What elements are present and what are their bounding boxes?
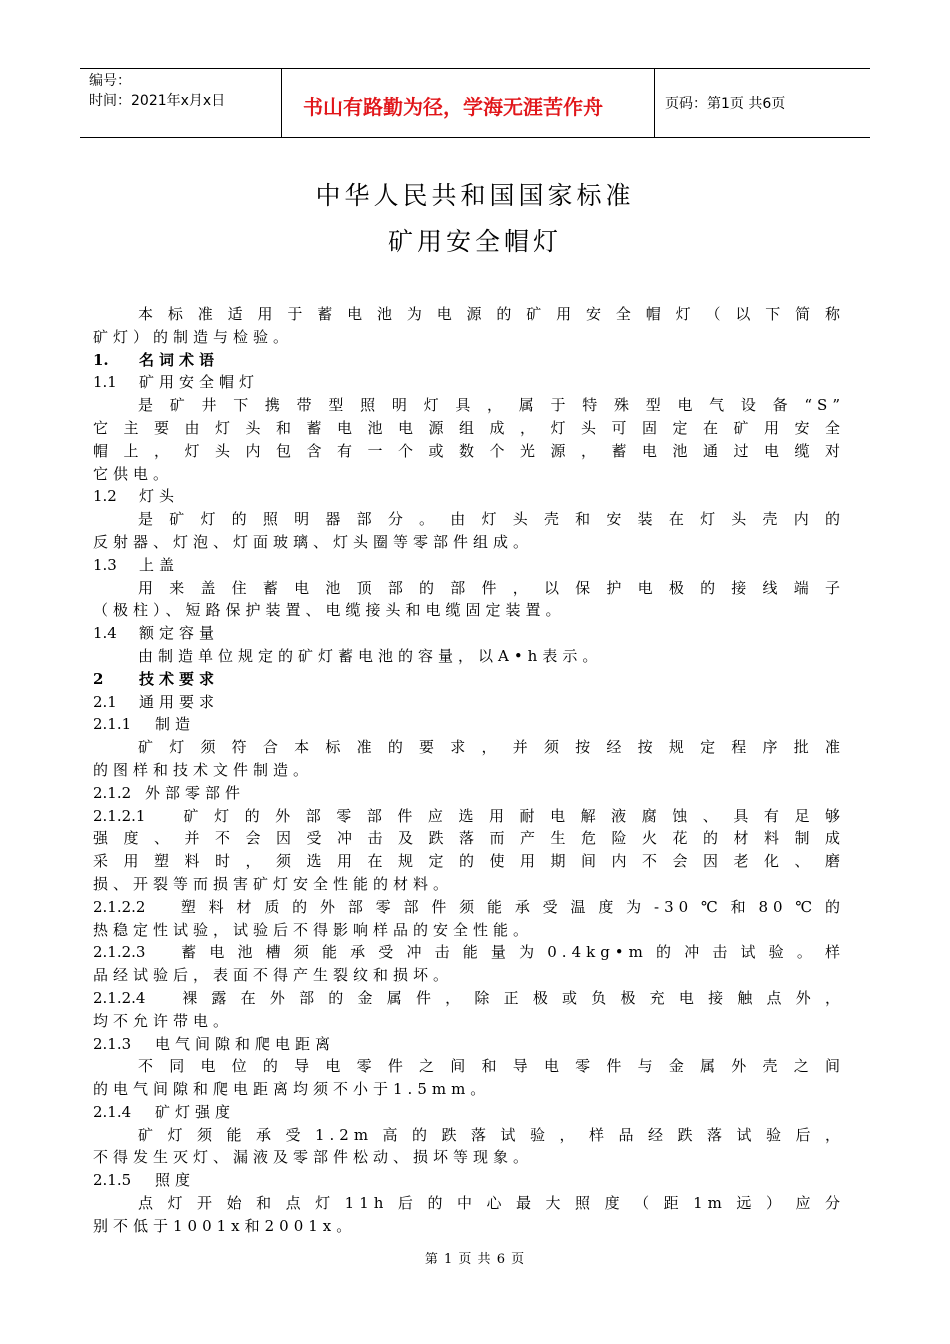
clause-text: 蓄电池槽须能承受冲击能量为0.4kg•m的冲击试验。样 xyxy=(173,943,845,962)
clause-line xyxy=(93,805,845,828)
paragraph-line: 的图样和技术文件制造。 xyxy=(93,760,314,779)
clause-line xyxy=(93,896,845,919)
paragraph-line: 本标准适用于蓄电池为电源的矿用安全帽灯（以下简称 xyxy=(138,305,845,323)
section-heading xyxy=(93,371,845,394)
clause-text: 矿灯的外部零部件应选用耐电解液腐蚀、具有足够 xyxy=(173,806,845,825)
paragraph-line: 采用塑料时，须选用在规定的使用期间内不会因老化、磨 xyxy=(93,852,845,871)
section-number: 2.1.2.3 xyxy=(93,943,146,962)
section-heading xyxy=(93,622,845,645)
section-heading xyxy=(93,782,845,805)
section-number: 2.1.4 xyxy=(93,1102,132,1121)
paragraph-line: 帽上，灯头内包含有一个或数个光源，蓄电池通过电缆对 xyxy=(93,441,845,460)
section-title: 矿灯强度 xyxy=(155,1102,236,1121)
doc-number: 编号： xyxy=(89,73,131,89)
paragraph-line: 热稳定性试验，试验后不得影响样品的安全性能。 xyxy=(93,920,534,939)
motto: 书山有路勤为径，学海无涯苦作舟 xyxy=(303,95,603,119)
section-number: 2.1.2.2 xyxy=(93,897,146,916)
paragraph-line: 品经试验后，表面不得产生裂纹和损坏。 xyxy=(93,966,454,985)
section-number: 1. xyxy=(93,350,109,369)
section-title: 电气间隙和爬电距离 xyxy=(155,1034,336,1053)
section-number: 2.1.2 xyxy=(93,783,132,802)
section-number: 2.1.1 xyxy=(93,715,132,734)
section-heading xyxy=(93,554,845,577)
paragraph-line: 它主要由灯头和蓄电池电源组成，灯头可固定在矿用安全 xyxy=(93,418,845,437)
clause-line xyxy=(93,941,845,964)
page-info: 页码：第1页 共6页 xyxy=(665,96,786,112)
section-number: 1.1 xyxy=(93,373,117,392)
section-number: 1.4 xyxy=(93,624,117,643)
paragraph-line: 点灯开始和点灯11h后的中心最大照度（距1m远）应分 xyxy=(138,1194,845,1213)
section-title: 制造 xyxy=(155,715,196,734)
paragraph-line: 是矿井下携带型照明灯具，属于特殊型电气设备“S” xyxy=(138,396,845,415)
paragraph-line: 矿灯须符合本标准的要求，并须按经按规定程序批准 xyxy=(138,738,845,757)
paragraph-line: 不同电位的导电零件之间和导电零件与金属外壳之间 xyxy=(138,1057,845,1076)
section-number: 2.1.3 xyxy=(93,1034,132,1053)
document-body xyxy=(93,303,845,1238)
section-heading xyxy=(93,1169,845,1192)
paragraph-line: 由制造单位规定的矿灯蓄电池的容量，以A•h表示。 xyxy=(138,646,603,665)
paragraph-line: 用来盖住蓄电池顶部的部件，以保护电极的接线端子 xyxy=(138,578,845,597)
clause-text: 塑料材质的外部零部件须能承受温度为-30℃和80℃的 xyxy=(173,897,845,916)
section-number: 2 xyxy=(93,669,104,688)
header-motto-cell xyxy=(281,69,655,137)
section-title: 技术要求 xyxy=(139,669,220,688)
paragraph-line: 别不低于1001x和2001x。 xyxy=(93,1216,357,1235)
section-title: 名词术语 xyxy=(139,350,220,369)
section-title: 上盖 xyxy=(139,555,180,574)
header-meta xyxy=(89,71,279,111)
document-subtitle: 矿用安全帽灯 xyxy=(387,227,562,256)
section-number: 2.1 xyxy=(93,692,117,711)
paragraph-line: 反射器、灯泡、灯面玻璃、灯头圈等零部件组成。 xyxy=(93,532,534,551)
clause-line xyxy=(93,987,845,1010)
document-title: 中华人民共和国国家标准 xyxy=(315,181,635,210)
paragraph-line: 是矿灯的照明器部分。由灯头壳和安装在灯头壳内的 xyxy=(138,510,845,529)
paragraph-line: 矿灯须能承受1.2m高的跌落试验，样品经跌落试验后， xyxy=(138,1125,845,1144)
section-heading xyxy=(93,1101,845,1124)
section-number: 2.1.2.4 xyxy=(93,988,146,1007)
section-heading xyxy=(93,713,845,736)
clause-text: 裸露在外部的金属件，除正极或负极充电接触点外， xyxy=(173,988,845,1007)
section-heading xyxy=(93,1033,845,1056)
section-number: 2.1.2.1 xyxy=(93,806,146,825)
section-title: 矿用安全帽灯 xyxy=(139,373,260,392)
section-title: 灯头 xyxy=(139,487,180,506)
paragraph-line: 它供电。 xyxy=(93,464,174,483)
section-title: 外部零部件 xyxy=(145,783,246,802)
section-number: 1.3 xyxy=(93,555,117,574)
section-heading xyxy=(93,349,845,372)
section-title: 照度 xyxy=(155,1171,196,1190)
paragraph-line: 矿灯）的制造与检验。 xyxy=(93,327,294,346)
page-header xyxy=(80,68,870,138)
paragraph-line: 均不允许带电。 xyxy=(93,1011,234,1030)
page-footer: 第 1 页 共 6 页 xyxy=(424,1252,526,1267)
paragraph-line: 的电气间隙和爬电距离均须不小于1.5mm。 xyxy=(93,1080,491,1099)
paragraph-line: （极柱）、短路保护装置、电缆接头和电缆固定装置。 xyxy=(93,601,566,620)
doc-date: 时间：2021年x月x日 xyxy=(89,93,226,109)
paragraph-line: 强度、并不会因受冲击及跌落而产生危险火花的材料制成 xyxy=(93,829,845,848)
section-heading xyxy=(93,691,845,714)
section-number: 1.2 xyxy=(93,487,117,506)
section-title: 通用要求 xyxy=(139,692,220,711)
paragraph-line: 不得发生灭灯、漏液及零部件松动、损坏等现象。 xyxy=(93,1148,534,1167)
section-heading xyxy=(93,668,845,691)
section-number: 2.1.5 xyxy=(93,1171,132,1190)
paragraph-line: 损、开裂等而损害矿灯安全性能的材料。 xyxy=(93,874,454,893)
section-title: 额定容量 xyxy=(139,624,220,643)
section-heading xyxy=(93,485,845,508)
